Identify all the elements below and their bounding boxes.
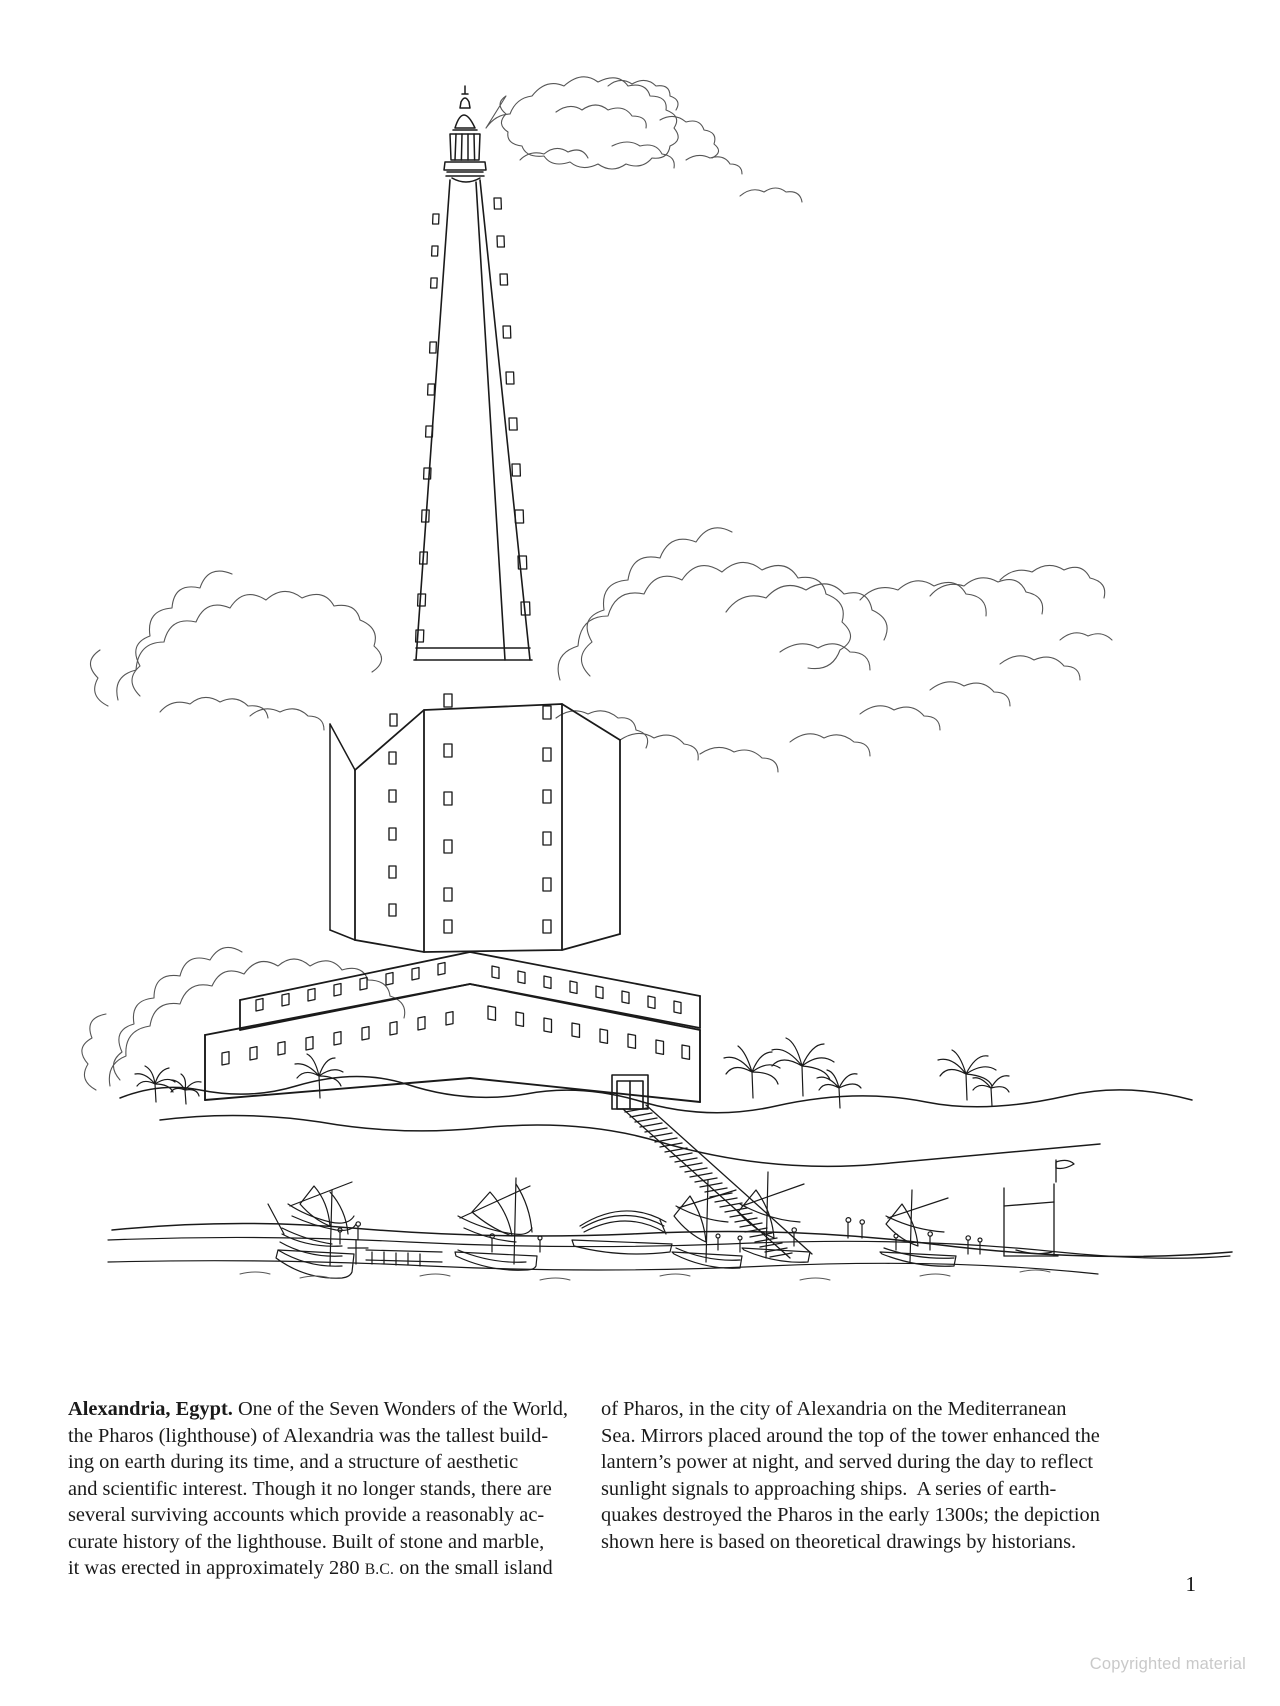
window (390, 714, 397, 726)
caption-right-line-3: sunlight signals to approaching ships. A series of earth- (601, 1477, 1057, 1500)
window (596, 986, 603, 999)
clouds-group (82, 77, 1112, 1090)
ship-mast (330, 1190, 332, 1266)
window (446, 1012, 453, 1025)
upper-plinth-bottom (240, 984, 700, 1030)
caption-left-line-0: One of the Seven Wonders of the World, (232, 1398, 569, 1420)
sailing-ship (268, 1182, 356, 1278)
window (444, 744, 452, 757)
window (543, 748, 551, 761)
palm-tree (724, 1046, 780, 1098)
page-number: 1 (1185, 1572, 1196, 1596)
window (543, 920, 551, 933)
window (674, 1001, 681, 1014)
caption-right-line-0: of Pharos, in the city of Alexandria on the Mediterranean (601, 1398, 1067, 1420)
window (497, 236, 504, 247)
window (389, 790, 396, 802)
cloud-right (558, 562, 850, 680)
window (656, 1040, 664, 1054)
window (516, 1012, 524, 1026)
upper-shaft-corner-edge (476, 182, 505, 660)
lantern-gallery (444, 162, 486, 170)
staircase (623, 1105, 812, 1258)
palm-tree (772, 1038, 834, 1096)
caption-bc-smallcaps: B.C. (364, 1561, 395, 1578)
window (362, 1027, 369, 1040)
window (543, 832, 551, 845)
window (428, 384, 435, 395)
window (432, 246, 438, 256)
window (544, 1018, 552, 1032)
window (622, 991, 629, 1004)
caption-left-line-2: ing on earth during its time, and a structure of aesthetic (68, 1451, 519, 1473)
window (682, 1045, 690, 1059)
midsection-windows (389, 694, 551, 933)
figure (538, 1236, 542, 1252)
caption-left-line-3: and scientific interest. Though it no longer stands, there are (68, 1477, 552, 1500)
window (430, 342, 437, 353)
window (543, 878, 551, 891)
figure (356, 1222, 360, 1240)
window (334, 984, 341, 997)
window (444, 792, 452, 805)
window (444, 920, 452, 933)
window (628, 1034, 636, 1048)
window (389, 828, 396, 840)
window (390, 1022, 397, 1035)
caption-right-line-1: Sea. Mirrors placed around the top of the tower enhanced the (601, 1424, 1100, 1447)
window (282, 994, 289, 1007)
window (389, 866, 396, 878)
caption-left-line-4: several surviving accounts which provide a reasonably ac- (68, 1504, 545, 1526)
window (431, 278, 438, 288)
window (386, 973, 393, 986)
caption-right-column (601, 1396, 1104, 1555)
window (518, 971, 525, 984)
caption-left-line-1: the Pharos (lighthouse) of Alexandria was the tallest build- (68, 1424, 549, 1447)
figure (860, 1220, 864, 1238)
caption-left-line-6a: it was erected in approximately 280 (68, 1557, 365, 1579)
ship-sail (674, 1196, 706, 1242)
caption-lead-in: Alexandria, Egypt. (68, 1398, 233, 1420)
palm-tree (973, 1076, 1009, 1106)
caption-right-line-2: lantern’s power at night, and served during the day to reflect (601, 1451, 1094, 1473)
shore-figures (846, 1218, 982, 1254)
cloud-left (109, 959, 404, 1086)
quay-structure (1004, 1160, 1074, 1256)
figure (490, 1234, 494, 1252)
window (308, 989, 315, 1002)
upper-plinth (240, 952, 700, 1030)
window (389, 752, 396, 764)
upper-plinth-windows (256, 963, 681, 1014)
sailing-ship (738, 1172, 810, 1262)
window (418, 594, 426, 606)
finial (462, 86, 468, 94)
upper-shaft-right-edge (480, 180, 530, 660)
window (503, 326, 511, 338)
flag (1056, 1160, 1074, 1168)
hillside (112, 1076, 1232, 1256)
window (438, 963, 445, 976)
window (444, 840, 452, 853)
barge-sail (580, 1211, 666, 1226)
hill-lower-slope (160, 1115, 1100, 1166)
waves (240, 1270, 1050, 1280)
octagonal-midsection (330, 704, 620, 952)
caption-left-column (68, 1396, 571, 1584)
smoke-plume (486, 77, 678, 169)
lantern-tower-top (444, 86, 486, 182)
window (648, 996, 655, 1009)
figure (928, 1232, 932, 1250)
upper-plinth-top (240, 952, 700, 1000)
ship-mast (514, 1178, 516, 1264)
window (570, 981, 577, 994)
lantern-dome (455, 115, 475, 128)
palm-tree (938, 1050, 996, 1100)
copyright-watermark: Copyrighted material (1089, 1655, 1246, 1673)
ship-yard (888, 1198, 948, 1218)
caption-block (68, 1396, 1104, 1584)
window (444, 694, 452, 707)
window (334, 1032, 341, 1045)
window (250, 1047, 257, 1060)
window (544, 976, 551, 989)
window (543, 790, 551, 803)
palm-tree (817, 1070, 861, 1108)
window (500, 274, 508, 285)
upper-shaft-left-edge (416, 180, 450, 660)
window (256, 999, 263, 1012)
window (506, 372, 514, 384)
window (509, 418, 517, 430)
base-windows (222, 1006, 690, 1065)
window (412, 968, 419, 981)
figure (716, 1234, 720, 1250)
window (389, 904, 396, 916)
window (572, 1023, 580, 1037)
window (488, 1006, 496, 1020)
ship-bowsprit (268, 1204, 284, 1234)
ship-yard (290, 1182, 352, 1206)
window (444, 888, 452, 901)
window (492, 966, 499, 979)
window (433, 214, 439, 224)
window (543, 706, 551, 719)
palm-trees-group (135, 1038, 1009, 1108)
base-lower-right (470, 1078, 700, 1102)
caption-left-line-6b: on the small island (394, 1557, 553, 1579)
doorway (612, 1075, 648, 1109)
sailing-ship (455, 1178, 542, 1270)
window (278, 1042, 285, 1055)
window (418, 1017, 425, 1030)
sailing-ship (880, 1190, 956, 1266)
window (222, 1052, 229, 1065)
caption-right-line-4: quakes destroyed the Pharos in the early 1300s; the depiction (601, 1504, 1100, 1526)
palm-tree (135, 1066, 175, 1102)
caption-left-line-5: curate history of the lighthouse. Built of stone and marble, (68, 1530, 545, 1553)
window (494, 198, 501, 209)
caption-right-line-5: shown here is based on theoretical drawings by historians. (601, 1530, 1077, 1553)
window (600, 1029, 608, 1043)
window (360, 978, 367, 991)
window (306, 1037, 313, 1050)
window (512, 464, 520, 476)
ship-hull (742, 1248, 810, 1262)
